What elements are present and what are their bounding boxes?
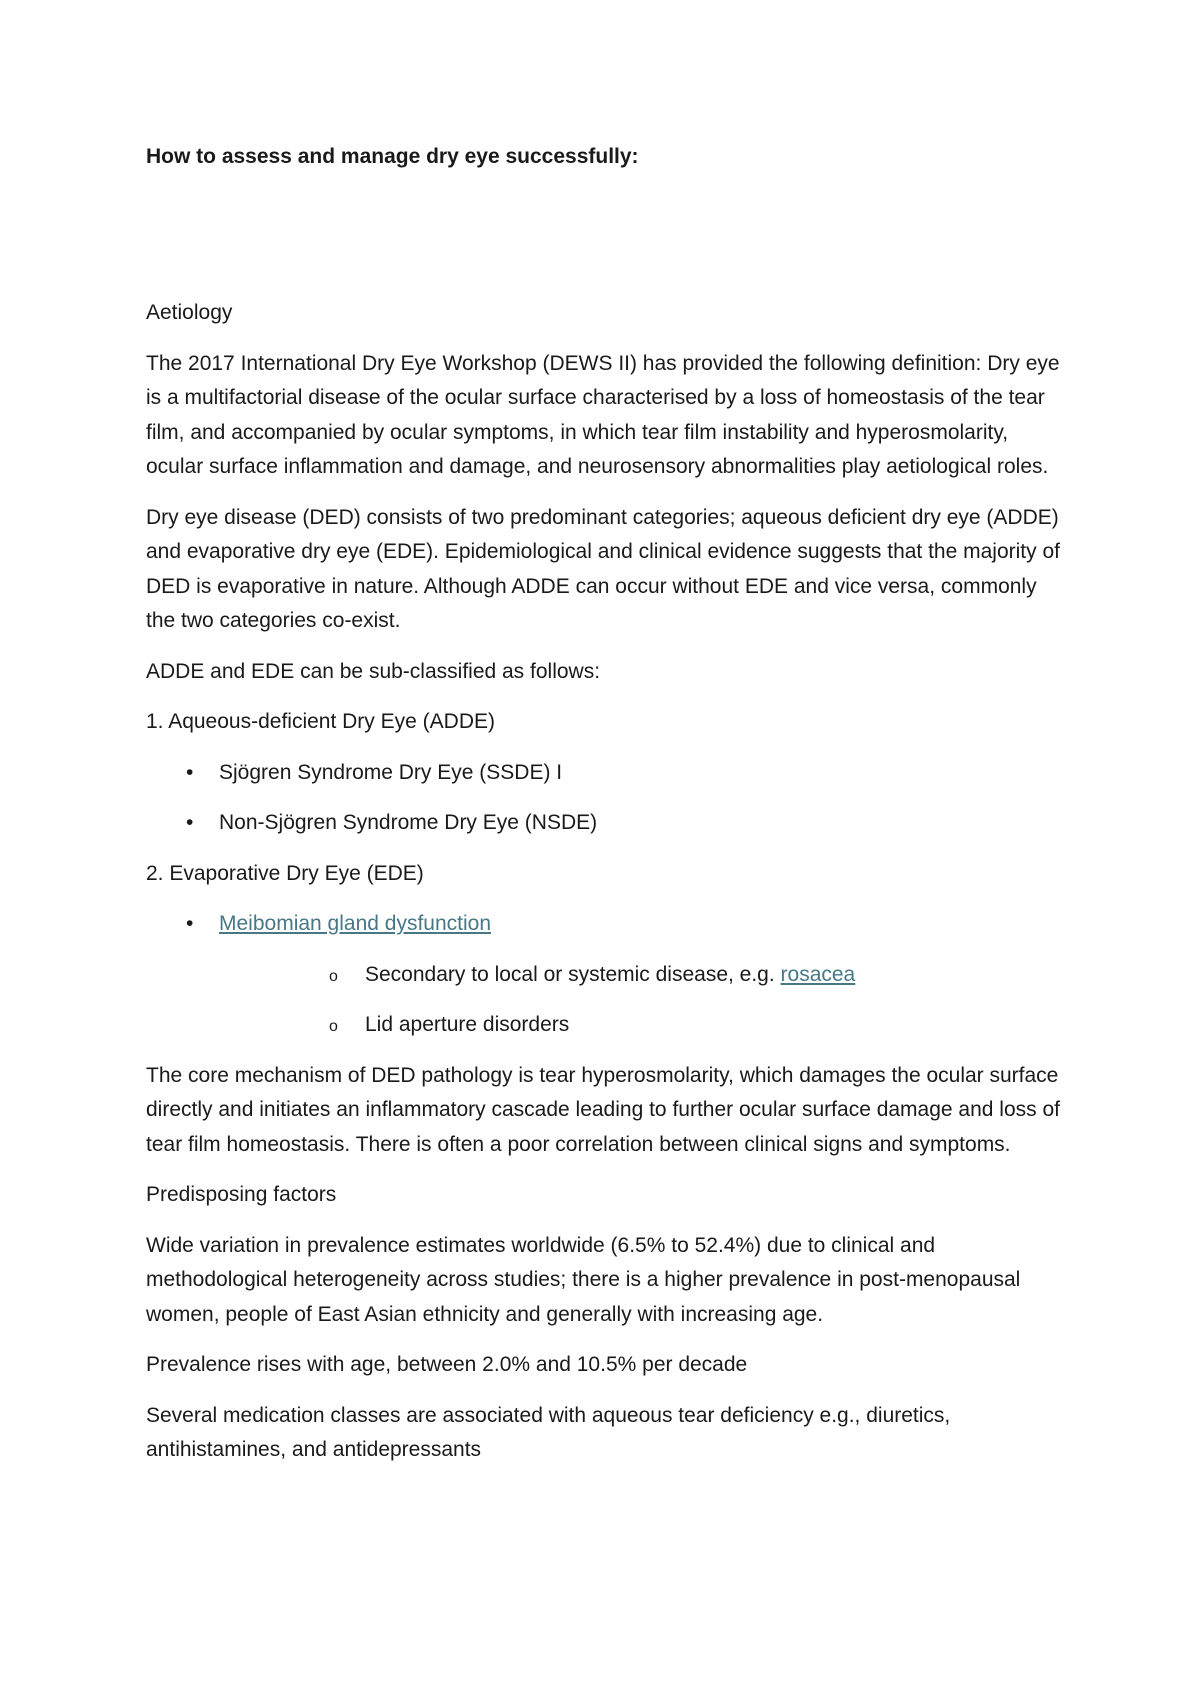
paragraph-core-mechanism: The core mechanism of DED pathology is tear hyperosmolarity, which damages the ocular surface directly and initiates an inflammatory cascade leading to further ocular surface damage and loss of tear film homeostasis. There is often a poor correlation between clinical signs and symptoms. <box>146 1063 1060 1156</box>
paragraph-subclassification: ADDE and EDE can be sub-classified as follows: <box>146 659 601 683</box>
sub-list-item <box>219 1008 1066 1043</box>
meibomian-gland-dysfunction-link[interactable]: Meibomian gland dysfunction <box>219 912 491 935</box>
rosacea-link[interactable]: rosacea <box>780 962 856 986</box>
document-body <box>146 296 1066 1484</box>
list-item-text: Sjögren Syndrome Dry Eye (SSDE) I <box>219 760 563 784</box>
sub-list-item-text: Secondary to local or systemic disease, e.g. <box>365 962 781 986</box>
ede-list <box>146 907 1066 1043</box>
paragraph-medications: Several medication classes are associated with aqueous tear deficiency e.g., diuretics, antihistamines, and antidepressants <box>146 1403 951 1461</box>
list-item <box>146 907 1066 1043</box>
bullet-dot-icon: • <box>186 760 194 784</box>
list-heading-adde: 1. Aqueous-deficient Dry Eye (ADDE) <box>146 710 495 733</box>
list-item <box>146 756 1066 791</box>
list-heading-ede: 2. Evaporative Dry Eye (EDE) <box>146 861 424 885</box>
paragraph-definition: The 2017 International Dry Eye Workshop (DEWS II) has provided the following definition: Dry eye is a multifactorial disease of the ocular surface characterised by a loss of homeostasis of the tear film, and accompanied by ocular symptoms, in which tear film instability and hyperosmolarity, ocular surface inflammation and damage, and neurosensory abnormalities play aetiological roles. <box>146 351 1060 478</box>
section-heading-predisposing: Predisposing factors <box>146 1183 337 1206</box>
hollow-circle-bullet-icon: o <box>329 967 338 985</box>
paragraph-prevalence-age: Prevalence rises with age, between 2.0% and 10.5% per decade <box>146 1353 748 1376</box>
bullet-dot-icon: • <box>186 912 194 935</box>
ede-sub-list <box>219 958 1066 1043</box>
bullet-dot-icon: • <box>186 811 194 834</box>
paragraph-prevalence-variation: Wide variation in prevalence estimates worldwide (6.5% to 52.4%) due to clinical and methodological heterogeneity across studies; there is a higher prevalence in post-menopausal women, people of East Asian ethnicity and generally with increasing age. <box>146 1233 1021 1326</box>
hollow-circle-bullet-icon: o <box>329 1018 338 1035</box>
sub-list-item <box>219 958 1066 993</box>
section-heading-aetiology: Aetiology <box>146 301 233 324</box>
paragraph-categories: Dry eye disease (DED) consists of two predominant categories; aqueous deficient dry eye (ADDE) and evaporative dry eye (EDE). Epidemiological and clinical evidence suggests that the majority of DED is evaporative in nature. Although ADDE can occur without EDE and vice versa, commonly the two categories co-exist. <box>146 505 1060 632</box>
list-item <box>146 806 1066 841</box>
adde-list <box>146 756 1066 841</box>
list-item-text: Non-Sjögren Syndrome Dry Eye (NSDE) <box>219 811 598 834</box>
page-title: How to assess and manage dry eye successfully: <box>146 145 639 168</box>
sub-list-item-text: Lid aperture disorders <box>365 1013 570 1036</box>
